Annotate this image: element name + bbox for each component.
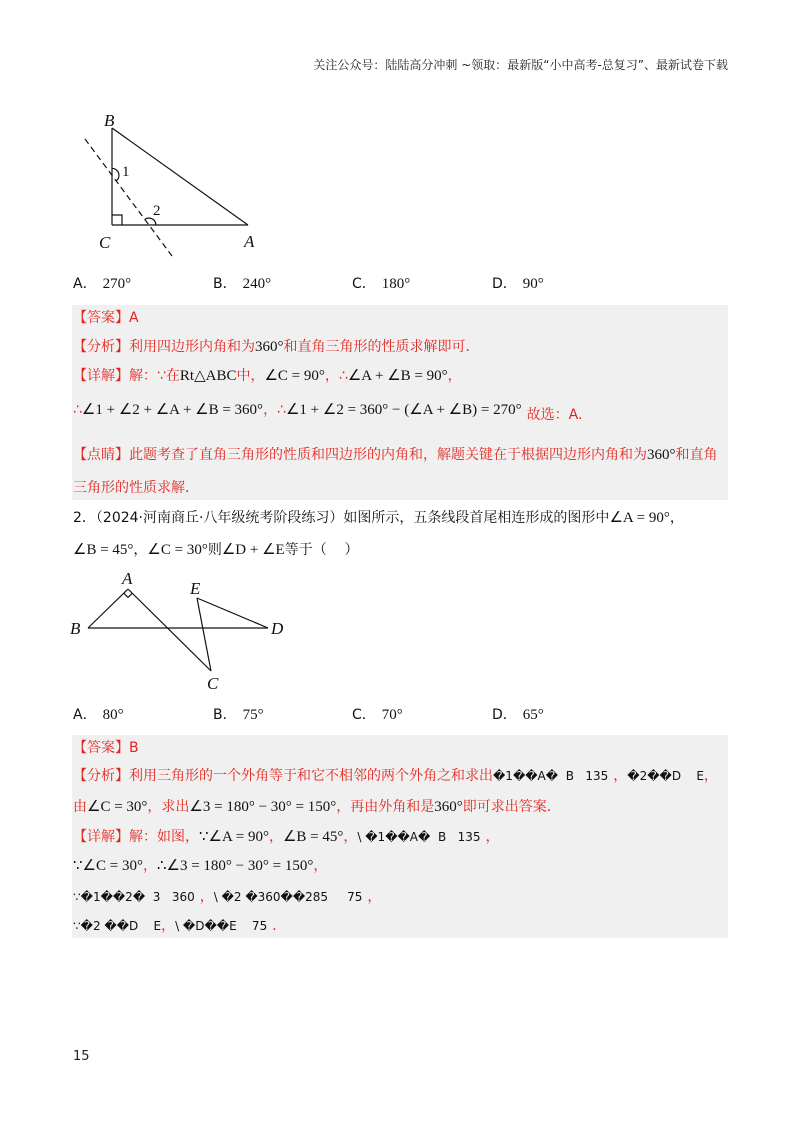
answer-label: 【答案】 (73, 740, 129, 756)
option-key: D． (492, 276, 517, 292)
comment-text: 【点睛】此题考查了直角三角形的性质和四边形的内角和，解题关键在于根据四边形内角和为 (73, 447, 647, 463)
analysis-text: ，求出 (147, 799, 190, 815)
garbled-expression: \ �2 �360��285 75 (213, 890, 363, 904)
segment-ba (88, 589, 128, 628)
math-expression: ∠A + ∠B = 90° (347, 368, 448, 384)
math-expression: ∠B = 45° (73, 542, 134, 558)
comment-text: 三角形的性质求解． (73, 480, 199, 496)
option-key: B． (213, 707, 237, 723)
math-expression: ∠C = 30° (87, 799, 148, 815)
q2-answer-line (73, 738, 139, 758)
q2-detail-line-4 (73, 916, 286, 936)
option-value: 75° (242, 707, 264, 723)
q2-detail-line-2 (73, 856, 327, 876)
option-key: D． (492, 707, 517, 723)
right-angle-mark (124, 593, 133, 597)
q2-stem-line-1 (73, 508, 684, 528)
detail-text: 【详解】解：如图， (73, 829, 199, 845)
math-expression: ∠C = 30° (147, 542, 208, 558)
vertex-label-a: A (244, 232, 255, 251)
angle-1-arc (112, 168, 119, 181)
q2-option-d (492, 705, 544, 725)
detail-text: ， (447, 368, 462, 384)
math-expression: 360° (647, 447, 676, 463)
q1-detail-line-1 (73, 366, 462, 386)
math-expression: ∵∠C = 30° (73, 858, 143, 874)
math-expression: ∠1 + ∠2 + ∠A + ∠B = 360° (81, 402, 264, 418)
math-expression: 360° (255, 339, 284, 355)
q1-option-a (73, 274, 131, 294)
vertex-label-e: E (190, 579, 201, 598)
q2-analysis-line-1 (73, 766, 718, 786)
question-text: ， (133, 542, 148, 558)
analysis-text: ， (703, 768, 718, 784)
vertex-label-c: C (99, 233, 111, 252)
option-key: B． (213, 276, 237, 292)
q1-option-d (492, 274, 544, 294)
detail-text: ， (367, 889, 382, 905)
q2-detail-line-3 (73, 887, 381, 907)
segment-ed (197, 598, 268, 628)
garbled-expression: ∵�2 ��D E (73, 919, 162, 933)
right-angle-mark (112, 215, 122, 225)
vertex-label-b: B (70, 619, 81, 638)
option-value: 240° (242, 276, 272, 292)
math-expression: Rt△ABC (179, 368, 237, 384)
q1-comment-line-1 (73, 445, 718, 465)
angle-label-2: 2 (153, 203, 161, 219)
q1-option-b (213, 274, 271, 294)
q1-analysis-line (73, 337, 480, 357)
q2-option-b (213, 705, 264, 725)
math-expression: ∴∠3 = 180° − 30° = 150° (156, 858, 314, 874)
option-key: C． (352, 707, 376, 723)
vertex-label-a: A (122, 569, 133, 588)
q2-solution-box (72, 735, 728, 938)
option-value: 70° (381, 707, 403, 723)
detail-text: 【详解】解：∵在 (73, 368, 180, 384)
page-header: 关注公众号：陆陆高分冲刺 ~领取：最新版“小中高考-总复习”、最新试卷下载 (313, 58, 728, 72)
math-expression: 360° (434, 799, 463, 815)
page-number: 15 (73, 1049, 90, 1064)
math-expression: ∠C = 90° (264, 368, 325, 384)
detail-text: ， (313, 858, 328, 874)
detail-text: ，∴ (324, 368, 348, 384)
q2-analysis-line-2 (73, 797, 561, 817)
q2-detail-line-1 (73, 827, 500, 847)
detail-text: ， (161, 918, 176, 934)
vertex-label-c: C (207, 674, 219, 693)
garbled-expression: \ �D��E 75 (175, 919, 268, 933)
math-expression: ∠1 + ∠2 = 360° − (∠A + ∠B) = 270° (285, 402, 522, 418)
q2-option-c (352, 705, 403, 725)
q2-option-a (73, 705, 124, 725)
answer-label: 【答案】 (73, 310, 129, 326)
garbled-expression: \ �1��A� B 135 (357, 830, 481, 844)
garbled-expression: �2��D E (627, 769, 704, 783)
q1-detail-line-2 (73, 400, 593, 423)
q2-stem-line-2 (73, 540, 359, 560)
option-key: C． (352, 276, 376, 292)
option-value: 90° (522, 276, 544, 292)
analysis-text: ， (613, 768, 628, 784)
comment-text: 和直角 (675, 447, 718, 463)
q1-comment-line-2 (73, 478, 199, 498)
detail-text: ，∴ (263, 402, 286, 418)
analysis-text: 【分析】利用三角形的一个外角等于和它不相邻的两个外角之和求出 (73, 768, 493, 784)
math-expression: ∠D + ∠E (221, 542, 285, 558)
q1-answer-line (73, 308, 139, 328)
vertex-label-b: B (104, 111, 115, 130)
q2-pentagram-figure (60, 565, 300, 700)
q1-solution-box (72, 305, 728, 500)
question-text: ， (669, 510, 684, 526)
analysis-text: 即可求出答案． (462, 799, 561, 815)
detail-text: ． (272, 918, 287, 934)
analysis-text: 和直角三角形的性质求解即可． (283, 339, 480, 355)
segment-ba (112, 128, 248, 225)
option-value: 65° (522, 707, 544, 723)
question-text: 2．（2024·河南商丘·八年级统考阶段练习）如图所示，五条线段首尾相连形成的图形中 (73, 510, 610, 526)
garbled-expression: �1��A� B 135 (493, 769, 609, 783)
q1-triangle-figure (60, 100, 270, 260)
angle-label-1: 1 (122, 164, 130, 180)
option-value: 80° (102, 707, 124, 723)
segment-ac (128, 589, 211, 671)
detail-text: ∴ (73, 402, 82, 418)
option-key: A． (73, 707, 97, 723)
answer-choice: A (129, 310, 139, 326)
detail-text: ， (485, 829, 500, 845)
detail-text: 中， (236, 368, 265, 384)
garbled-expression: ∵�1��2� 3 360 (73, 890, 195, 904)
analysis-text: ，再由外角和是 (336, 799, 435, 815)
vertex-label-d: D (271, 619, 284, 638)
analysis-text: 【分析】利用四边形内角和为 (73, 339, 255, 355)
detail-text: ， (268, 829, 283, 845)
math-expression: ∵∠A = 90° (199, 829, 269, 845)
math-expression: ∠A = 90° (609, 510, 670, 526)
detail-text: ， (142, 858, 157, 874)
math-expression: ∠3 = 180° − 30° = 150° (189, 799, 337, 815)
question-text: 则 (207, 542, 222, 558)
option-key: A． (73, 276, 97, 292)
q1-option-c (352, 274, 410, 294)
detail-text: ， (343, 829, 358, 845)
detail-text: ， (199, 889, 214, 905)
option-value: 270° (102, 276, 132, 292)
question-text: 等于（ ） (284, 542, 359, 558)
option-value: 180° (381, 276, 411, 292)
analysis-text: 由 (73, 799, 87, 815)
final-choice-text: 故选：A． (526, 407, 593, 423)
answer-choice: B (129, 740, 139, 756)
math-expression: ∠B = 45° (282, 829, 344, 845)
